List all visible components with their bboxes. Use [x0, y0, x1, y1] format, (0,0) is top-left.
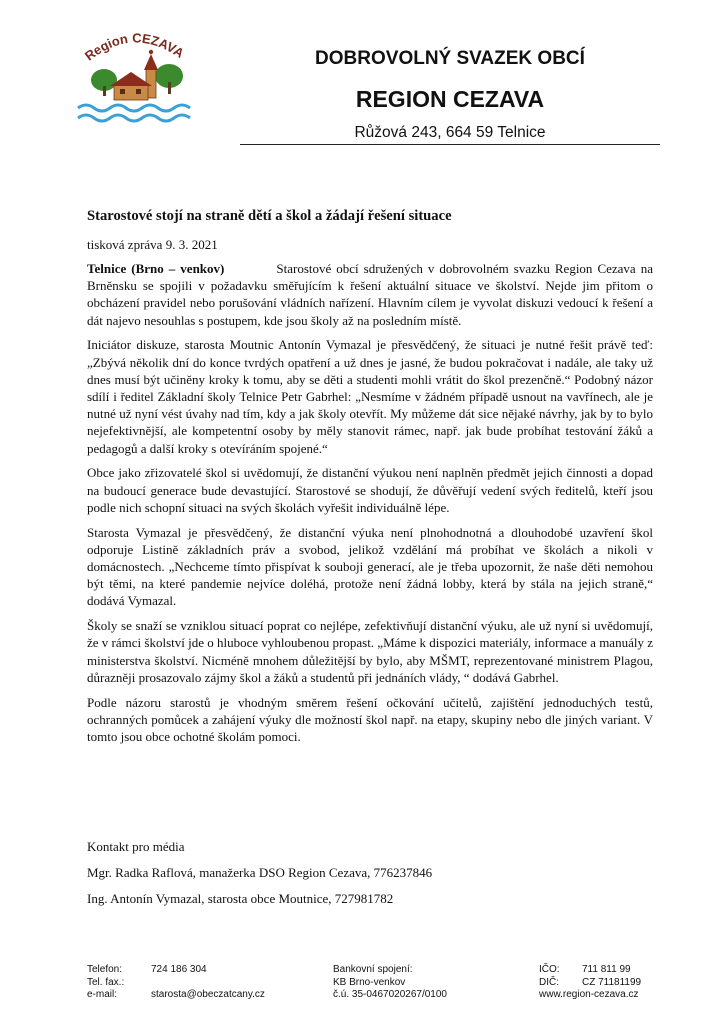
media-contact: [87, 838, 432, 916]
article-body: [87, 260, 653, 753]
contact-line-1: Mgr. Radka Raflová, manažerka DSO Region Cezava, 776237846: [87, 865, 433, 880]
org-address: Růžová 243, 664 59 Telnice: [354, 124, 546, 141]
paragraph-3: Obce jako zřizovatelé škol si uvědomují, že distanční výukou není naplněn předmět jejich činnosti a dopad na budoucí generace bude devastující. Starostové se shodují, že důvěřují vedení svých ředitelů, kteří jsou podle nich schopní situaci na svých školách vyřešit individuálně lépe.: [87, 465, 653, 515]
press-release-title: Starostové stojí na straně dětí a škol a žádají řešení situace: [87, 208, 452, 224]
footer-bank: [333, 964, 447, 1002]
paragraph-2: Iniciátor diskuze, starosta Moutnic Antonín Vymazal je přesvědčený, že situaci je nutné řešit právě teď: „Zbývá několik dní do konce tvrdých opatření a už dnes je jasné, že budou pokračovat i nadále, ale taky už dnes musí být učiněny kroky k tomu, aby se děti a studenti mohli vrátit do škol prezenčně.“ Podobný názor sdílí i ředitel Základní školy Telnice Petr Gabrhel: „Nesmíme v žádném případě usnout na vavřínech, ale je nutné už nyní vést úvahy nad tím, kdy a jak školy otevřít. My můžeme dát sice nějaké návrhy, jak by to bylo nejefektivnější, ale kompetentní osoby by měly stanovit rámec, např. jak bude probíhat testování žáků a pedagogů a další kroky s otevíráním spojené.“: [87, 337, 653, 456]
paragraph-1-text: Starostové obcí sdružených v dobrovolném svazku Region Cezava na Brněnsku se spojili v požadavku směřujícím k řešení aktuální situace ve školství. Nejde jim přitom o obcházení pravidel nebo porušování vládních nařízení. Hlavním cílem je vyvolat diskuzi vedoucí k řešení a dát najevo nesouhlas s postupem, kde jsou školy až na posledním místě.: [87, 261, 653, 328]
bank-label: Bankovní spojení:: [333, 964, 413, 975]
fax-label: Tel. fax.:: [87, 976, 125, 988]
dic-label: DIČ:: [539, 976, 559, 988]
ico-label: IČO:: [539, 964, 560, 975]
footer-ids: [539, 964, 641, 1002]
paragraph-1: [87, 260, 653, 329]
website-link[interactable]: www.region-cezava.cz: [539, 989, 639, 1000]
bank-name: KB Brno-venkov: [333, 976, 406, 988]
footer-contact: [87, 964, 265, 1002]
org-name-line2: REGION CEZAVA: [355, 86, 545, 112]
paragraph-5: Školy se snaží se vzniklou situací poprat co nejlépe, zefektivňují distanční výuku, ale už nyní si uvědomují, že v rámci školství jde o hluboce vyhloubenou propast. „Máme k dispozici materiály, informace a manuály z ministerstva školství. Nicméně mnohem důležitější by bylo, aby MŠMT, reprezentované ministrem Plagou, důrazněji prosazovalo zájmy škol a žáků a studentů při jednáních vlády, “ dodává Gabrhel.: [87, 618, 653, 685]
phone-value: 724 186 304: [151, 964, 207, 975]
bank-account: č.ú. 35-0467020267/0100: [333, 989, 447, 1000]
paragraph-6: Podle názoru starostů je vhodným směrem řešení očkování učitelů, zajištění jednoduchých testů, ochranných pomůcek a zahájení výuky dle možností škol např. na etapy, skupiny nebo dle jiných variant. V tomto jsou obce ochotné školám pomoci.: [87, 694, 653, 745]
ico-value: 711 811 99: [582, 964, 631, 975]
contact-heading: Kontakt pro média: [87, 839, 185, 854]
press-release-date: tisková zpráva 9. 3. 2021: [87, 237, 218, 252]
email-value: starosta@obeczatcany.cz: [151, 989, 265, 1000]
phone-label: Telefon:: [87, 964, 123, 975]
org-name-line1: DOBROVOLNÝ SVAZEK OBCÍ: [315, 48, 585, 69]
paragraph-4: Starosta Vymazal je přesvědčený, že distanční výuka není plnohodnotná a dlouhodobé uzavření škol odporuje Listině základních práv a svobod, jelikož vzdělání má probíhat ve školách a nikoli v domácnostech. „Nechceme tímto přispívat k souboji generací, ale je třeba upozornit, že naše děti nemohou být těmi, na které pandemie nejvíce doléhá, protože není žádná lobby, která by stála na jejich straně,“ dodává Vymazal.: [87, 524, 653, 609]
region-cezava-logo: [72, 24, 200, 128]
contact-line-2: Ing. Antonín Vymazal, starosta obce Moutnice, 727981782: [87, 891, 394, 906]
logo-text: Region CEZAVA: [81, 30, 187, 64]
logo-graphic: [72, 24, 200, 128]
dateline: Telnice (Brno – venkov): [87, 261, 225, 276]
header-divider: [240, 144, 660, 145]
email-label: e-mail:: [87, 989, 118, 1000]
dic-value: CZ 71181199: [582, 976, 642, 988]
